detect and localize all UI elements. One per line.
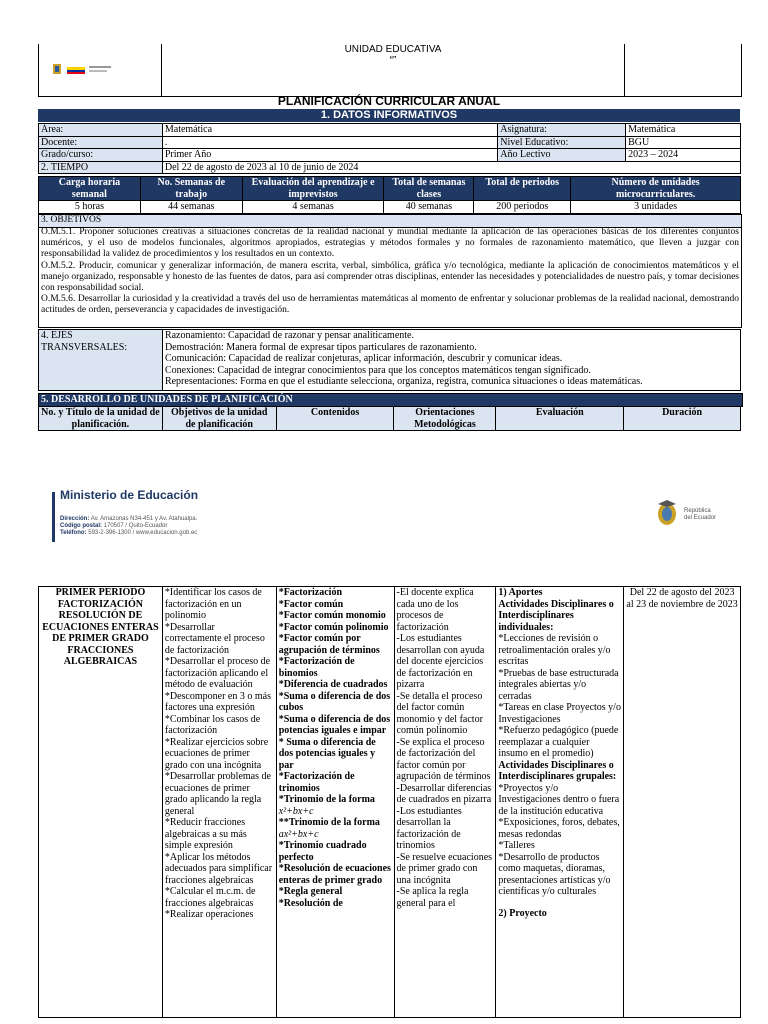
tel-label: Teléfono: — [60, 530, 87, 536]
list-item: *Desarrollar problemas de ecuaciones de primer grado aplicando la regla general — [164, 771, 271, 817]
list-item: *Desarrollo de productos como maquetas, dioramas, presentaciones artísticas y/o científicas y/o culturales — [498, 851, 611, 897]
list-item: *Trinomio cuadrado perfecto — [278, 840, 367, 863]
list-item — [279, 794, 392, 817]
objetivo-2: O.M.5.2. Producir, comunicar y generalizar información, de manera escrita, verbal, simbólica, gráfica y/o tecnológica, mediante la aplicación de conocimientos matemáticos y el manejo organizado, responsable y honesto de las fuentes de datos, para así comprender otras disciplinas, entender las necesidades y potencialidades de nuestro país, y tomar decisiones con responsabilidad social. — [41, 260, 739, 294]
list-item: *Proyectos y/o Investigaciones dentro o fuera de la institución educativa — [498, 782, 620, 817]
eje-item: Representaciones: Forma en que el estudiante selecciona, organiza, registra, comunica situaciones o ideas matemáticas. — [164, 376, 643, 387]
list-item: *Desarrollar correctamente el proceso de factorización — [164, 621, 265, 656]
list-item: *Factorización — [278, 587, 343, 598]
ejes-label: 4. EJES TRANSVERSALES: — [39, 330, 163, 391]
grado-label: Grado/curso: — [39, 149, 163, 162]
dir-label: Dirección: — [60, 516, 90, 522]
trinomio-label: **Trinomio de la forma — [278, 817, 380, 828]
republic-line2: del Ecuador — [684, 515, 717, 521]
ministry-logo-icon — [53, 62, 123, 78]
list-item: *Regla general — [278, 886, 343, 897]
list-item: -Los estudiantes desarrollan con ayuda del docente ejercicios de factorización en pizarra — [396, 633, 485, 690]
list-item: *Refuerzo pedagógico (puede reemplazar a cualquier insumo en el promedio) — [498, 725, 619, 759]
docente-label: Docente: — [39, 136, 163, 149]
desarrollo-label: 5. DESARROLLO DE UNIDADES DE PLANIFICACIÓN — [38, 393, 743, 407]
objetivo-1: O.M.5.1. Proponer soluciones creativas a situaciones concretas de la realidad nacional y mundial mediante la aplicación de las operaciones básicas de los diferentes conjuntos numéricos, y el uso de modelos funcionales, algoritmos apropiados, estrategias y métodos formales y no formales de razonamiento matemático, que lleven a juzgar con responsabilidad la validez de procedimientos y los resultados en un contexto. — [41, 227, 739, 260]
tiempo-value: 40 semanas — [384, 201, 474, 214]
tiempo-header: Total de semanas clases — [384, 177, 474, 201]
tiempo-value: 3 unidades — [571, 201, 741, 214]
tiempo-header: Evaluación del aprendizaje e imprevistos — [242, 177, 384, 201]
list-item: *Factorización de trinomios — [278, 771, 355, 794]
list-item: *Identificar los casos de factorización en un polinomio — [164, 587, 262, 621]
docente-value: . — [162, 136, 497, 149]
tiempo-table — [38, 176, 741, 214]
eval-heading: Actividades Disciplinares o Interdisciplinares individuales: — [498, 598, 614, 633]
cp-label: Código postal: — [60, 523, 102, 529]
list-item: *Realizar ejercicios sobre ecuaciones de primer grado con una incógnita — [164, 736, 269, 771]
asignatura-value: Matemática — [626, 124, 741, 137]
eval-heading: 1) Aportes — [498, 587, 543, 598]
list-item: *Suma o diferencia de dos cubos — [278, 690, 391, 713]
desarrollo-header: Contenidos — [276, 407, 394, 431]
unit-contenidos — [276, 587, 394, 1018]
list-item: *Calcular el m.c.m. de fracciones algebraicas — [164, 886, 256, 909]
tiempo-header: Carga horaria semanal — [39, 177, 141, 201]
list-item: -Se detalla el proceso del factor común monomio y del factor común polinomio — [396, 690, 483, 736]
list-item — [279, 817, 392, 840]
list-item: *Diferencia de cuadrados — [278, 679, 388, 690]
list-item: *Resolución de — [278, 897, 343, 909]
ministry-name: Ministerio de Educación — [60, 488, 199, 502]
objetivos-label: 3. OBJETIVOS — [38, 214, 742, 228]
tiempo-value: 5 horas — [39, 201, 141, 214]
tiempo-value: 44 semanas — [140, 201, 242, 214]
tiempo-header: No. Semanas de trabajo — [140, 177, 242, 201]
tiempo-value: 200 periodos — [474, 201, 571, 214]
anio-label: Año Lectivo — [498, 149, 626, 162]
list-item: *Suma o diferencia de dos potencias iguales e impar — [278, 713, 391, 736]
list-item: *Factor común — [278, 598, 344, 610]
unit-orientaciones — [394, 587, 496, 1018]
list-item: *Factorización de binomios — [278, 656, 355, 679]
list-item: -Se explica el proceso de factorización del factor común por agrupación de términos — [396, 736, 491, 782]
formula: ax²+bx+c — [278, 828, 319, 840]
list-item: *Lecciones de revisión o retroalimentación orales y/o escritas — [498, 633, 611, 667]
table-row — [39, 587, 741, 1018]
asignatura-label: Asignatura: — [498, 124, 626, 137]
ministry-address — [60, 516, 197, 537]
unit-title: PRIMER PERIODO FACTORIZACIÓN RESOLUCIÓN DE ECUACIONES ENTERAS DE PRIMER GRADO FRACCIONES ALGEBRAICAS — [39, 587, 163, 1018]
list-item: -Se resuelve ecuaciones de primer grado con una incógnita — [396, 851, 493, 886]
list-item: *Resolución de ecuaciones enteras de primer grado — [278, 863, 391, 886]
eje-item: Comunicación: Capacidad de realizar conjeturas, aplicar información, descubrir y comunicar ideas. — [164, 353, 563, 364]
unit-objetivos — [162, 587, 276, 1018]
list-item: *Factor común por agrupación de términos — [278, 633, 380, 656]
list-item: *Pruebas de base estructurada integrales abiertas y/o cerradas — [498, 667, 619, 702]
eje-item: Demostración: Manera formal de expresar tipos particulares de razonamiento. — [164, 341, 477, 353]
ministry-footer — [52, 488, 732, 548]
list-item: *Realizar operaciones — [164, 909, 254, 920]
desarrollo-header: Evaluación — [496, 407, 624, 431]
plan-title: PLANIFICACIÓN CURRICULAR ANUAL — [277, 94, 501, 108]
republic-label — [684, 508, 716, 522]
ejes-list — [162, 330, 740, 391]
list-item: *Desarrollar el proceso de factorización aplicando el método de evaluación — [164, 656, 271, 690]
formula: x²+bx+c — [278, 805, 314, 817]
area-value: Matemática — [162, 124, 497, 137]
tel-value: 593-2-396-1300 / www.educacion.gob.ec — [88, 530, 198, 536]
desarrollo-header: No. y Título de la unidad de planificación. — [39, 407, 163, 431]
logo-cell — [39, 44, 162, 96]
list-item: *Reducir fracciones algebraicas a su más simple expresión — [164, 817, 247, 851]
header-block — [38, 44, 742, 97]
nivel-label: Nivel Educativo: — [498, 136, 626, 149]
unit-evaluacion — [496, 587, 624, 1018]
nivel-value: BGU — [626, 136, 741, 149]
list-item: *Tareas en clase Proyectos y/o Investigaciones — [498, 702, 621, 725]
dir-value: Av. Amazonas N34-451 y Av. Atahualpa. — [90, 516, 198, 522]
cp-value: 170507 / Quito-Ecuador — [103, 523, 168, 529]
eval-heading: Actividades Disciplinares o Interdisciplinares grupales: — [498, 759, 617, 782]
footer-rule — [52, 492, 55, 542]
tiempo-header-row — [39, 177, 741, 201]
section1-title: 1. DATOS INFORMATIVOS — [38, 109, 740, 122]
ejes-table — [38, 329, 741, 391]
desarrollo-header-table — [38, 406, 741, 431]
eje-item: Razonamiento: Capacidad de razonar y pensar analíticamente. — [164, 330, 414, 341]
list-item: -El docente explica cada uno de los procesos de factorización — [396, 587, 474, 633]
tiempo-header: Total de periodos — [474, 177, 571, 201]
list-item: *Talleres — [498, 840, 535, 851]
unit-table — [38, 586, 741, 1018]
tiempo-label: 2. TIEMPO — [39, 161, 163, 174]
tiempo-range: Del 22 de agosto de 2023 al 10 de junio de 2024 — [162, 161, 740, 174]
info-table — [38, 123, 741, 174]
list-item: -Se aplica la regla general para el — [396, 886, 469, 909]
tiempo-value: 4 semanas — [242, 201, 384, 214]
republic-line1: República — [684, 508, 711, 514]
list-item: *Exposiciones, foros, debates, mesas redondas — [498, 817, 620, 840]
list-item: -Desarrollar diferencias de cuadrados en pizarra — [396, 782, 492, 805]
objetivos-body — [38, 227, 742, 328]
list-item: * Suma o diferencia de dos potencias iguales y par — [278, 736, 376, 771]
area-label: Área: — [39, 124, 163, 137]
anio-value: 2023 – 2024 — [626, 149, 741, 162]
desarrollo-header: Objetivos de la unidad de planificación — [162, 407, 276, 431]
objetivo-3: O.M.5.6. Desarrollar la curiosidad y la creatividad a través del uso de herramientas matemáticas al momento de enfrentar y solucionar problemas de la realidad nacional, demostrando actitudes de orden, perseverancia y capacidades de investigación. — [41, 294, 739, 316]
list-item: *Aplicar los métodos adecuados para simplificar fracciones algebraicas — [164, 851, 273, 886]
school-name — [162, 44, 625, 96]
list-item: *Descomponer en 3 o más factores una expresión — [164, 690, 271, 713]
tiempo-header: Número de unidades microcurriculares. — [571, 177, 741, 201]
unit-duracion: Del 22 de agosto del 2023 al 23 de noviembre de 2023 — [624, 587, 741, 1018]
school-line2: “” — [389, 55, 397, 66]
eval-heading: 2) Proyecto — [498, 907, 547, 919]
grado-value: Primer Año — [162, 149, 497, 162]
desarrollo-header: Orientaciones Metodológicas — [394, 407, 496, 431]
list-item: *Combinar los casos de factorización — [164, 713, 261, 736]
desarrollo-header: Duración — [624, 407, 741, 431]
list-item: *Factor común monomio — [278, 610, 386, 621]
tiempo-value-row — [39, 201, 741, 214]
list-item: *Factor común polinomio — [278, 621, 389, 633]
eje-item: Conexiones: Capacidad de integrar conocimientos para que los conceptos matemáticos tengan significado. — [164, 364, 591, 376]
list-item: -Los estudiantes desarrollan la factorización de trinomios — [396, 805, 462, 851]
coat-of-arms-icon — [654, 498, 680, 528]
school-line1: UNIDAD EDUCATIVA — [344, 44, 442, 55]
trinomio-label: *Trinomio de la forma — [278, 794, 375, 805]
